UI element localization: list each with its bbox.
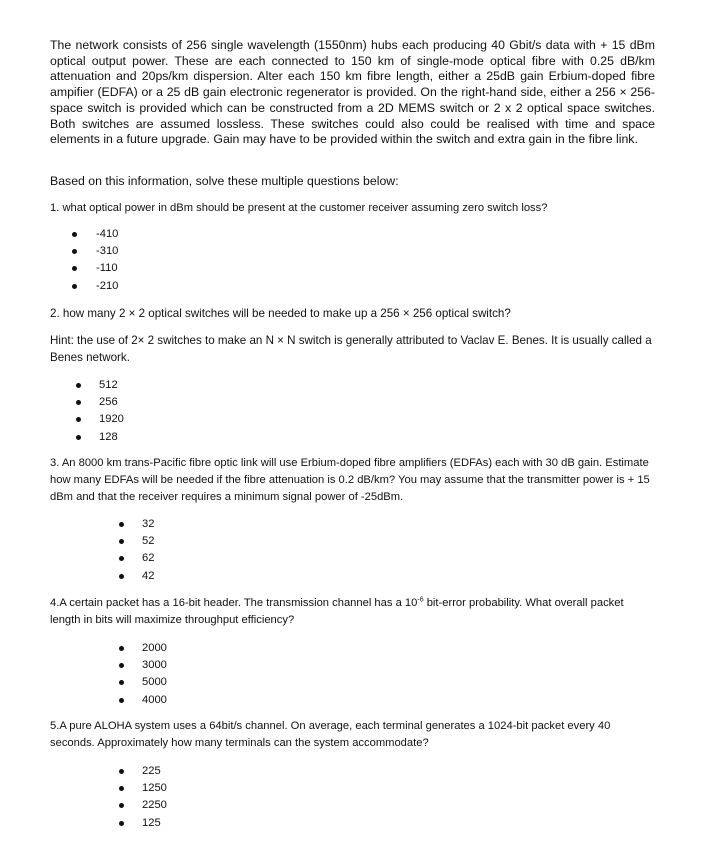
option-label: 52 [142,535,155,548]
question-1-text: 1. what optical power in dBm should be present at the customer receiver assuming zero switch loss? [50,202,548,214]
option-label: 62 [142,552,155,565]
option-label: 5000 [142,676,167,689]
question-3-text: 3. An 8000 km trans-Pacific fibre optic link will use Erbium-doped fibre amplifiers (EDFAs) each with 30 dB gain. Estimate how many EDFAs will be needed if the fibre attenuation is 0.2 dB/km? You may assume that the transmitter power is + 15 dBm and that the receiver requires a minimum signal power of -25dBm. [50,457,650,503]
option-label: 32 [142,518,155,530]
option-label: -210 [96,279,119,292]
bullet-icon [119,556,124,561]
bullet-icon [119,663,124,668]
option-label: 256 [99,396,118,409]
bullet-icon [119,680,124,685]
question-5-text: 5.A pure ALOHA system uses a 64bit/s channel. On average, each terminal generates a 1024-bit packet every 40 seconds. Approximately how many terminals can the system accommodate? [50,720,611,749]
option-label: 125 [142,816,161,829]
bullet-icon [76,383,81,388]
option-label: 225 [142,765,161,777]
bullet-icon [72,266,77,271]
option-label: -310 [96,245,119,258]
option-label: 1920 [99,413,124,426]
option-label: -410 [96,228,119,240]
bullet-icon [76,417,81,422]
option-label: 1250 [142,782,167,795]
option-label: 42 [142,569,155,582]
bullet-icon [72,249,77,254]
bullet-icon [76,435,81,440]
bullet-icon [72,284,77,289]
bullet-icon [119,786,124,791]
bullet-icon [72,232,77,237]
instructions-lead: Based on this information, solve these multiple questions below: [50,174,399,188]
option-label: 128 [99,430,118,443]
option-label: 2000 [142,642,167,654]
bullet-icon [119,821,124,826]
bullet-icon [119,803,124,808]
bullet-icon [119,574,124,579]
option-label: 3000 [142,659,167,672]
bullet-icon [76,400,81,405]
bullet-icon [119,646,124,651]
option-label: 512 [99,379,118,391]
question-2-hint: Hint: the use of 2× 2 switches to make an N × N switch is generally attributed to Vaclav E. Benes. It is usually called a Benes network. [50,334,652,364]
question-4-text-end: bit-error probability. What overall packet length in bits will maximize throughput efficiency? [50,597,624,626]
option-label: -110 [96,262,118,275]
question-4-exponent: -6 [417,596,424,604]
bullet-icon [119,769,124,774]
bullet-icon [119,522,124,527]
option-label: 2250 [142,799,167,812]
question-4-text [50,595,655,629]
question-2-text: 2. how many 2 × 2 optical switches will be needed to make up a 256 × 256 optical switch? [50,307,511,320]
intro-paragraph: The network consists of 256 single wavelength (1550nm) hubs each producing 40 Gbit/s data with + 15 dBm optical output power. These are each connected to 150 km of single-mode optical fibre with 0.25 dB/km attenuation and 20ps/km dispersion. Alter each 150 km fibre length, either a 25dB gain Erbium-doped fibre ampifier (EDFA) or a 25 dB gain electronic regenerator is provided. On the right-hand side, either a 256 × 256- space switch is provided which can be constructed from a 2D MEMS switch or 2 x 2 optical space switches. Both switches are assumed lossless. These switches could also could be realised with time and space elements in a future upgrade. Gain may have to be provided within the switch and extra gain in the fibre link. [50,38,655,147]
bullet-icon [119,698,124,703]
intro-paragraph-block [50,38,655,148]
question-4-text-start: 4.A certain packet has a 16-bit header. The transmission channel has a 10 [50,597,418,609]
option-label: 4000 [142,693,167,706]
bullet-icon [119,539,124,544]
